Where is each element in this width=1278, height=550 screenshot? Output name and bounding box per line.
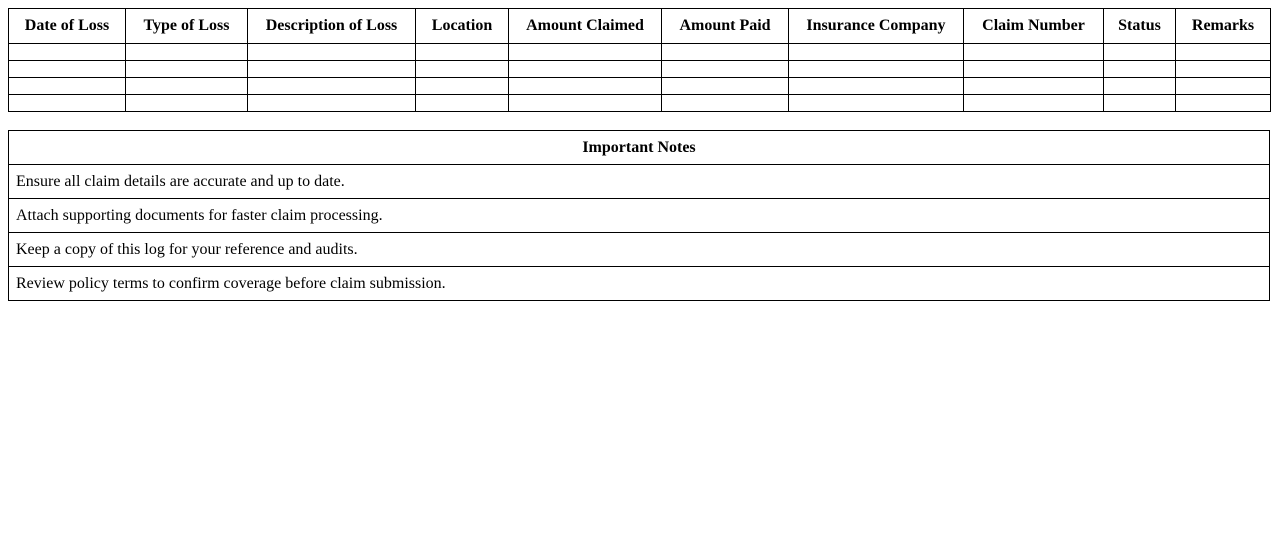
header-location: Location bbox=[416, 9, 509, 44]
note-text: Review policy terms to confirm coverage before claim submission. bbox=[9, 267, 1270, 301]
important-notes-table bbox=[8, 130, 1270, 301]
empty-cell bbox=[1104, 78, 1176, 95]
note-text: Keep a copy of this log for your reference and audits. bbox=[9, 233, 1270, 267]
note-text: Attach supporting documents for faster claim processing. bbox=[9, 199, 1270, 233]
empty-cell bbox=[964, 61, 1104, 78]
empty-cell bbox=[662, 78, 789, 95]
empty-cell bbox=[416, 95, 509, 112]
empty-cell bbox=[1104, 44, 1176, 61]
notes-header-row bbox=[9, 131, 1270, 165]
empty-cell bbox=[126, 61, 248, 78]
header-amount-claimed: Amount Claimed bbox=[509, 9, 662, 44]
empty-cell bbox=[964, 44, 1104, 61]
empty-cell bbox=[509, 61, 662, 78]
empty-cell bbox=[9, 78, 126, 95]
empty-cell bbox=[662, 44, 789, 61]
empty-cell bbox=[126, 44, 248, 61]
header-insurance-company: Insurance Company bbox=[789, 9, 964, 44]
empty-cell bbox=[789, 61, 964, 78]
empty-cell bbox=[416, 44, 509, 61]
empty-cell bbox=[1176, 78, 1271, 95]
empty-cell bbox=[509, 95, 662, 112]
empty-cell bbox=[416, 61, 509, 78]
claims-empty-row bbox=[9, 44, 1271, 61]
header-remarks: Remarks bbox=[1176, 9, 1271, 44]
table-gap bbox=[8, 112, 1270, 130]
empty-cell bbox=[789, 44, 964, 61]
claims-empty-row bbox=[9, 95, 1271, 112]
note-row bbox=[9, 199, 1270, 233]
empty-cell bbox=[509, 44, 662, 61]
empty-cell bbox=[126, 78, 248, 95]
empty-cell bbox=[1104, 95, 1176, 112]
empty-cell bbox=[1176, 44, 1271, 61]
empty-cell bbox=[248, 95, 416, 112]
empty-cell bbox=[9, 95, 126, 112]
empty-cell bbox=[126, 95, 248, 112]
empty-cell bbox=[1176, 61, 1271, 78]
header-claim-number: Claim Number bbox=[964, 9, 1104, 44]
claims-empty-row bbox=[9, 61, 1271, 78]
empty-cell bbox=[509, 78, 662, 95]
header-type-of-loss: Type of Loss bbox=[126, 9, 248, 44]
empty-cell bbox=[964, 95, 1104, 112]
empty-cell bbox=[964, 78, 1104, 95]
note-row bbox=[9, 233, 1270, 267]
claims-header-row bbox=[9, 9, 1271, 44]
claims-log-table bbox=[8, 8, 1271, 112]
empty-cell bbox=[789, 95, 964, 112]
note-row bbox=[9, 267, 1270, 301]
header-amount-paid: Amount Paid bbox=[662, 9, 789, 44]
empty-cell bbox=[248, 61, 416, 78]
empty-cell bbox=[662, 95, 789, 112]
claims-empty-row bbox=[9, 78, 1271, 95]
empty-cell bbox=[416, 78, 509, 95]
empty-cell bbox=[1176, 95, 1271, 112]
empty-cell bbox=[248, 44, 416, 61]
notes-title: Important Notes bbox=[9, 131, 1270, 165]
empty-cell bbox=[9, 61, 126, 78]
empty-cell bbox=[9, 44, 126, 61]
empty-cell bbox=[789, 78, 964, 95]
header-date-of-loss: Date of Loss bbox=[9, 9, 126, 44]
empty-cell bbox=[248, 78, 416, 95]
header-status: Status bbox=[1104, 9, 1176, 44]
empty-cell bbox=[1104, 61, 1176, 78]
header-description-of-loss: Description of Loss bbox=[248, 9, 416, 44]
empty-cell bbox=[662, 61, 789, 78]
note-row bbox=[9, 165, 1270, 199]
note-text: Ensure all claim details are accurate and up to date. bbox=[9, 165, 1270, 199]
claims-table-body bbox=[9, 44, 1271, 112]
